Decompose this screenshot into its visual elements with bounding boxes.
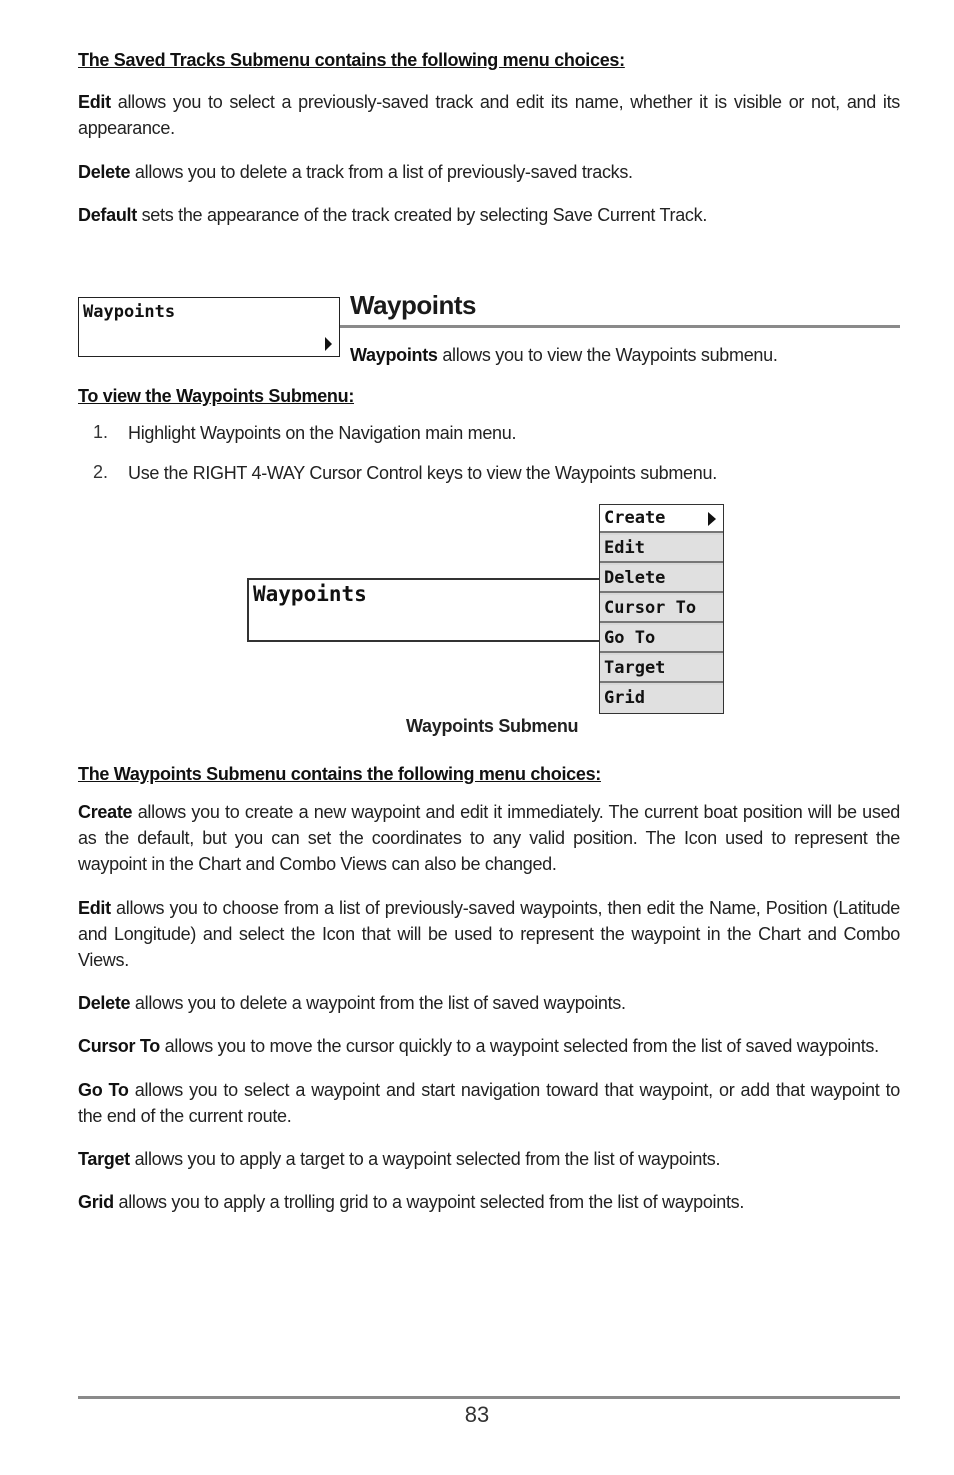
- desc: allows you to move the cursor quickly to a waypoint selected from the list of saved waypoints.: [159, 1036, 879, 1056]
- term: Create: [78, 802, 133, 822]
- submenu-list: [599, 504, 724, 714]
- main-menu-top-line: [247, 578, 599, 580]
- submenu-item-create[interactable]: [600, 505, 723, 533]
- term: Edit: [78, 92, 111, 112]
- submenu-item-go-to[interactable]: [600, 625, 723, 653]
- submenu-item-delete[interactable]: [600, 565, 723, 593]
- submenu-item-target[interactable]: [600, 655, 723, 683]
- choice-go-to: [78, 1077, 900, 1129]
- page-number: 83: [464, 1402, 490, 1427]
- item-label: Edit: [604, 538, 645, 558]
- desc: allows you to create a new waypoint and edit it immediately. The current boat position will be used as the default, but you can set the coordinates to any valid position. The Icon used to represent the waypoint in the Chart and Combo Views can also be changed.: [78, 802, 900, 874]
- choice-delete: [78, 990, 900, 1016]
- term: Target: [78, 1149, 130, 1169]
- desc: allows you to select a waypoint and start navigation toward that waypoint, or add that waypoint to the end of the current route.: [78, 1080, 900, 1126]
- main-menu-left-line: [247, 578, 249, 642]
- choice-edit: [78, 895, 900, 973]
- desc: allows you to apply a trolling grid to a waypoint selected from the list of waypoints.: [113, 1192, 745, 1212]
- choice-grid: [78, 1189, 900, 1215]
- main-menu-label: Waypoints: [253, 582, 367, 606]
- step-number: 1.: [93, 422, 109, 442]
- item-label: Grid: [604, 688, 645, 708]
- waypoints-title: Waypoints: [350, 290, 476, 320]
- item-label: Target: [604, 658, 666, 678]
- item-label: Delete: [604, 568, 666, 588]
- menu-label: Waypoints: [83, 302, 176, 322]
- submenu-item-edit[interactable]: [600, 535, 723, 563]
- desc: allows you to delete a waypoint from the list of saved waypoints.: [130, 993, 626, 1013]
- waypoints-submenu-figure: [247, 504, 725, 714]
- right-arrow-icon: [706, 511, 718, 527]
- waypoints-intro: [350, 342, 900, 368]
- term: Waypoints: [350, 345, 438, 365]
- desc: allows you to choose from a list of previously-saved waypoints, then edit the Name, Position (Latitude and Longitude) and select the Icon that will be used to represent the waypoint in the Chart and Combo Views.: [78, 898, 900, 970]
- waypoints-menu-thumbnail: [78, 297, 340, 357]
- step-text: Use the RIGHT 4-WAY Cursor Control keys to view the Waypoints submenu.: [128, 463, 717, 483]
- saved-tracks-edit: [78, 89, 900, 141]
- waypoints-choices-heading: The Waypoints Submenu contains the following menu choices:: [78, 764, 601, 784]
- desc: allows you to select a previously-saved track and edit its name, whether it is visible or not, and its appearance.: [78, 92, 900, 138]
- saved-tracks-delete: [78, 159, 900, 185]
- main-menu-bottom-line: [247, 640, 599, 642]
- desc: allows you to apply a target to a waypoint selected from the list of waypoints.: [129, 1149, 721, 1169]
- item-label: Cursor To: [604, 598, 697, 618]
- step-number: 2.: [93, 462, 109, 482]
- saved-tracks-default: [78, 202, 900, 228]
- item-label: Create: [604, 508, 666, 528]
- desc: sets the appearance of the track created by selecting Save Current Track.: [136, 205, 708, 225]
- term: Delete: [78, 993, 131, 1013]
- right-arrow-icon: [323, 336, 333, 352]
- title-rule: [340, 325, 900, 328]
- term: Cursor To: [78, 1036, 160, 1056]
- choice-cursor-to: [78, 1033, 900, 1059]
- choice-target: [78, 1146, 900, 1172]
- view-submenu-heading: To view the Waypoints Submenu:: [78, 386, 355, 406]
- term: Default: [78, 205, 137, 225]
- choice-create: [78, 799, 900, 877]
- submenu-item-grid[interactable]: [600, 685, 723, 713]
- step-text: Highlight Waypoints on the Navigation main menu.: [128, 423, 517, 443]
- saved-tracks-heading: The Saved Tracks Submenu contains the following menu choices:: [78, 50, 625, 70]
- desc: allows you to view the Waypoints submenu.: [437, 345, 778, 365]
- item-label: Go To: [604, 628, 656, 648]
- term: Edit: [78, 898, 111, 918]
- desc: allows you to delete a track from a list of previously-saved tracks.: [130, 162, 633, 182]
- term: Delete: [78, 162, 131, 182]
- term: Go To: [78, 1080, 129, 1100]
- figure-caption: Waypoints Submenu: [406, 716, 579, 736]
- term: Grid: [78, 1192, 114, 1212]
- footer-rule: [78, 1396, 900, 1399]
- submenu-item-cursor-to[interactable]: [600, 595, 723, 623]
